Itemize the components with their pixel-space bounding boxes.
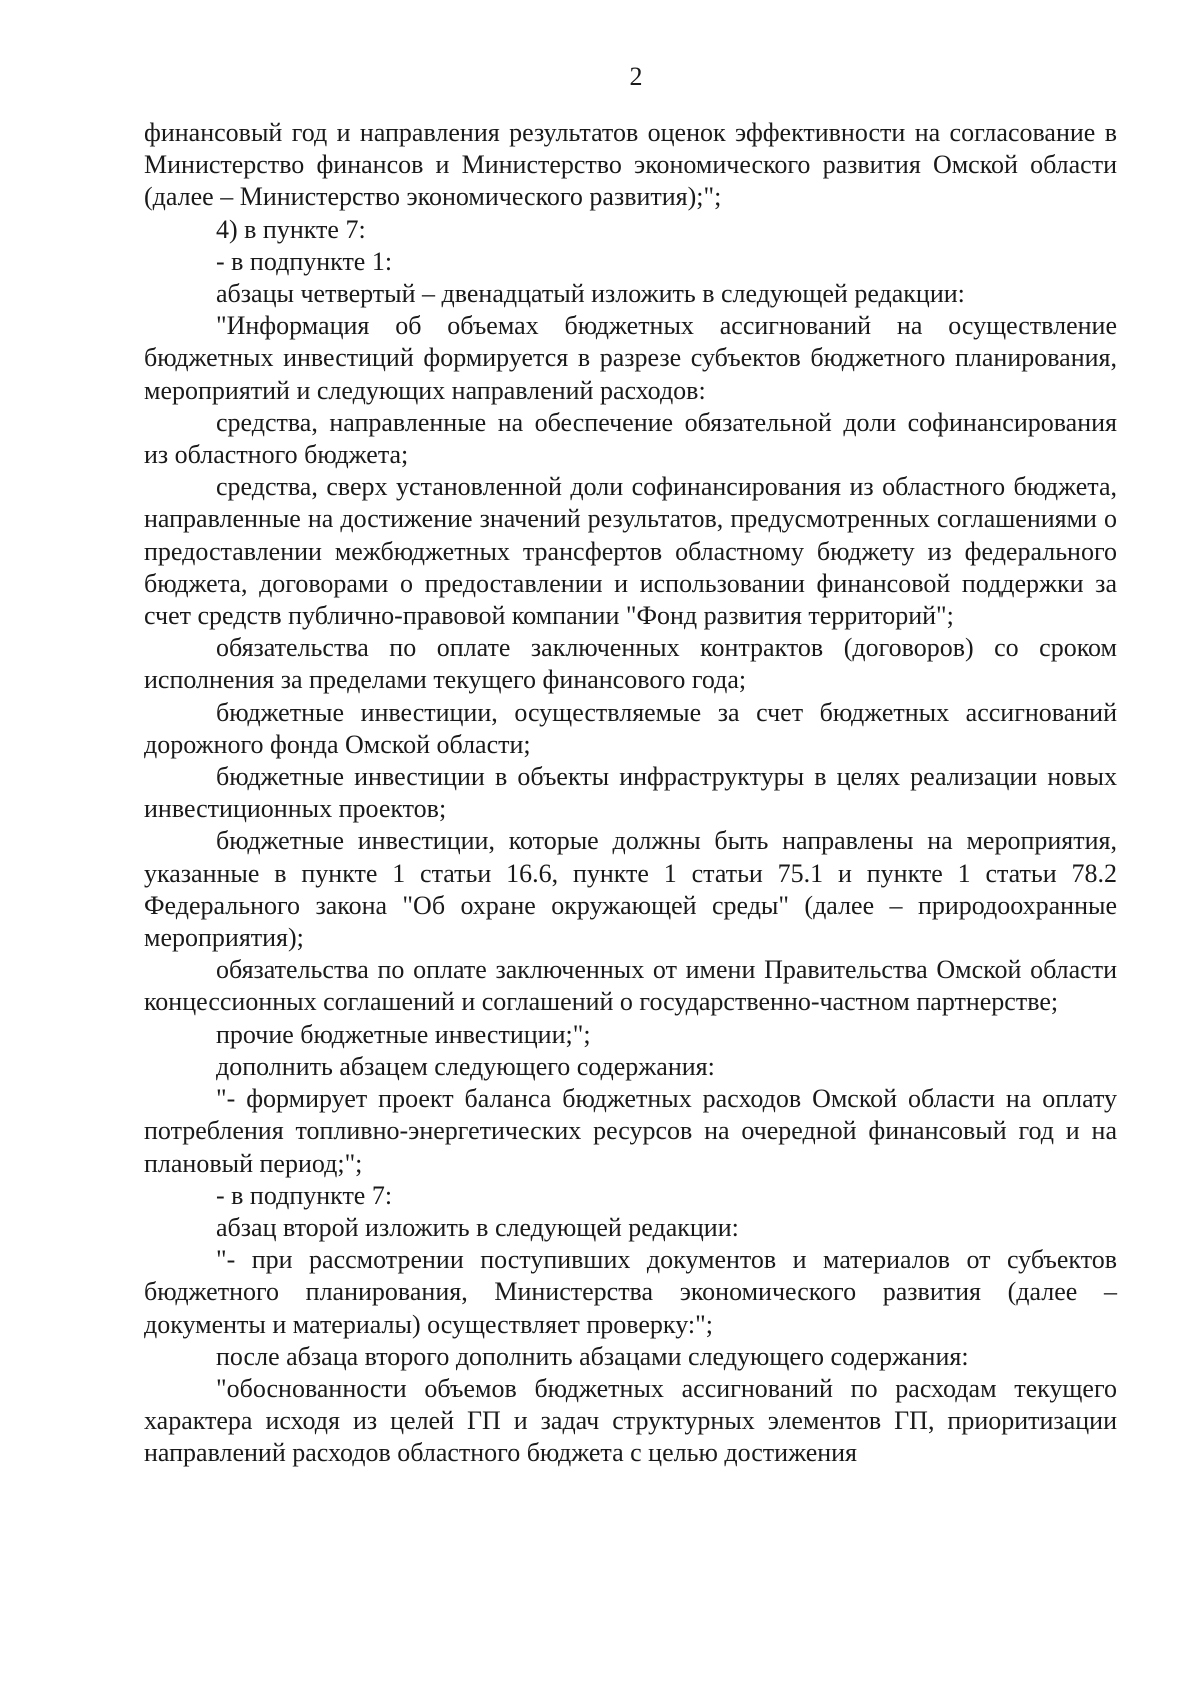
paragraph: обязательства по оплате заключенных от имени Правительства Омской области концессионных соглашений и соглашений о государственно-частном партнерстве; bbox=[144, 955, 1117, 1017]
paragraph: бюджетные инвестиции в объекты инфраструктуры в целях реализации новых инвестиционных проектов; bbox=[144, 762, 1117, 824]
paragraph: дополнить абзацем следующего содержания: bbox=[216, 1051, 715, 1081]
paragraph: - в подпункте 7: bbox=[216, 1180, 393, 1210]
page-number: 2 bbox=[629, 62, 643, 91]
document-body bbox=[144, 117, 1117, 1470]
paragraph: "обоснованности объемов бюджетных ассигнований по расходам текущего характера исходя из целей ГП и задач структурных элементов ГП, приоритизации направлений расходов областного бюджета с целью достижения bbox=[144, 1373, 1117, 1468]
paragraph: абзацы четвертый – двенадцатый изложить в следующей редакции: bbox=[216, 279, 965, 309]
paragraph: бюджетные инвестиции, осуществляемые за счет бюджетных ассигнований дорожного фонда Омской области; bbox=[144, 697, 1117, 759]
paragraph: средства, направленные на обеспечение обязательной доли софинансирования из областного бюджета; bbox=[144, 407, 1117, 470]
paragraph: средства, сверх установленной доли софинансирования из областного бюджета, направленные на достижение значений результатов, предусмотренных соглашениями о предоставлении межбюджетных трансфертов областному бюджету из федерального бюджета, договорами о предоставлении и использовании финансовой поддержки за счет средств публично-правовой компании "Фонд развития территорий"; bbox=[144, 472, 1117, 631]
paragraph: после абзаца второго дополнить абзацами следующего содержания: bbox=[216, 1341, 969, 1371]
paragraph: "- при рассмотрении поступивших документов и материалов от субъектов бюджетного планирования, Министерства экономического развития (далее – документы и материалы) осуществляет проверку:"; bbox=[144, 1245, 1117, 1339]
paragraph: - в подпункте 1: bbox=[216, 246, 393, 276]
paragraph: финансовый год и направления результатов оценок эффективности на согласование в Министерство финансов и Министерство экономического развития Омской области (далее – Министерство экономического развития);"; bbox=[144, 118, 1117, 212]
paragraph: обязательства по оплате заключенных контрактов (договоров) со сроком исполнения за пределами текущего финансового года; bbox=[144, 633, 1117, 695]
paragraph: "- формирует проект баланса бюджетных расходов Омской области на оплату потребления топливно-энергетических ресурсов на очередной финансовый год и на плановый период;"; bbox=[144, 1084, 1117, 1178]
paragraph: абзац второй изложить в следующей редакции: bbox=[216, 1212, 739, 1242]
paragraph: 4) в пункте 7: bbox=[216, 214, 366, 244]
paragraph: прочие бюджетные инвестиции;"; bbox=[216, 1019, 591, 1049]
paragraph: "Информация об объемах бюджетных ассигнований на осуществление бюджетных инвестиций формируется в разрезе субъектов бюджетного планирования, мероприятий и следующих направлений расходов: bbox=[144, 311, 1117, 405]
paragraph: бюджетные инвестиции, которые должны быть направлены на мероприятия, указанные в пункте 1 статьи 16.6, пункте 1 статьи 75.1 и пункте 1 статьи 78.2 Федерального закона "Об охране окружающей среды" (далее – природоохранные мероприятия); bbox=[144, 826, 1117, 953]
